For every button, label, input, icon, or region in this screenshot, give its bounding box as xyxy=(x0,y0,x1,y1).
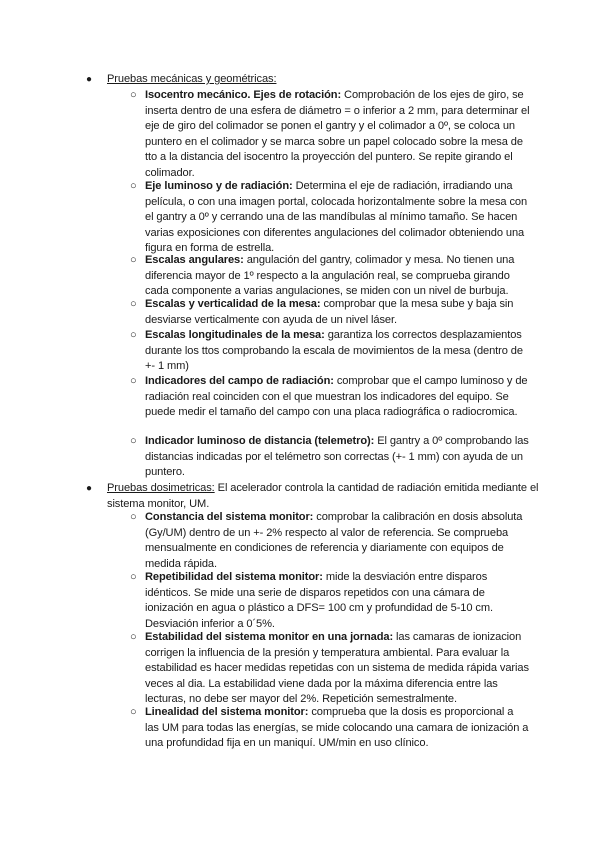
list-item-text xyxy=(145,88,530,182)
section-heading: Pruebas mecánicas y geométricas: xyxy=(107,73,277,85)
item-title: Escalas angulares: xyxy=(145,254,244,266)
item-body: comprobar que el campo luminoso y de radiación real coinciden con el que muestran los indicadores del equipo. Se puede medir el tamaño del campo con una placa radiográfica o radiocromica. xyxy=(145,375,528,419)
item-title: Linealidad del sistema monitor: xyxy=(145,706,309,718)
item-title: Constancia del sistema monitor: xyxy=(145,511,314,523)
list-item-text xyxy=(145,253,530,300)
list-item-text xyxy=(145,630,530,708)
item-title: Eje luminoso y de radiación: xyxy=(145,180,293,192)
item-title: Isocentro mecánico. Ejes de rotación: xyxy=(145,89,342,101)
bullet-circle-icon: ○ xyxy=(130,375,137,387)
bullet-circle-icon: ○ xyxy=(130,180,137,192)
bullet-disc-icon: ● xyxy=(86,483,93,494)
list-item-text xyxy=(145,328,530,375)
list-item-text xyxy=(145,179,530,257)
item-body: mide la desviación entre disparos idénticos. Se mide una serie de disparos repetidos con una cámara de ionización en agua o plástico a DFS= 100 cm y profundidad de 5-10 cm. Desviación inferior a 0´5%. xyxy=(145,571,494,630)
item-body: comprueba que la dosis es proporcional a las UM para todas las energías, se mide colocando una camara de ionización a una profundidad fija en un maniquí. UM/min en uso clínico. xyxy=(145,706,529,750)
bullet-circle-icon: ○ xyxy=(130,89,137,101)
bullet-circle-icon: ○ xyxy=(130,254,137,266)
list-item-text xyxy=(145,297,530,328)
bullet-circle-icon: ○ xyxy=(130,511,137,523)
item-title: Indicadores del campo de radiación: xyxy=(145,375,334,387)
section-heading: Pruebas dosimetricas: xyxy=(107,482,215,494)
item-title: Escalas longitudinales de la mesa: xyxy=(145,329,325,341)
item-body: las camaras de ionizacion corrigen la influencia de la presión y temperatura ambiental. Para evaluar la estabilidad es hacer medidas repetidas con un sistema de medida rápida varias veces al dia. La estabilidad viene dada por la máxima diferencia entre las lecturas, no debe ser mayor del 2%. Repetición semestralmente. xyxy=(145,631,529,706)
list-item-text xyxy=(145,434,530,481)
item-title: Escalas y verticalidad de la mesa: xyxy=(145,298,321,310)
item-title: Indicador luminoso de distancia (telemetro): xyxy=(145,435,375,447)
list-item-text xyxy=(145,705,530,752)
item-body: comprobar que la mesa sube y baja sin desviarse verticalmente con ayuda de un nivel láser. xyxy=(145,298,514,326)
list-item-text xyxy=(145,510,530,572)
bullet-circle-icon: ○ xyxy=(130,571,137,583)
bullet-circle-icon: ○ xyxy=(130,706,137,718)
item-body: El gantry a 0º comprobando las distancias indicadas por el telémetro son correctas (+- 1 mm) con ayuda de un puntero. xyxy=(145,435,529,479)
item-body: angulación del gantry, colimador y mesa. No tienen una diferencia mayor de 1º respecto a la angulación real, se comprueba girando cada componente a varias angulaciones, se miden con un nivel de burbuja. xyxy=(145,254,515,298)
list-item-text xyxy=(145,374,530,421)
bullet-circle-icon: ○ xyxy=(130,435,137,447)
bullet-circle-icon: ○ xyxy=(130,298,137,310)
item-title: Estabilidad del sistema monitor en una jornada: xyxy=(145,631,394,643)
bullet-circle-icon: ○ xyxy=(130,329,137,341)
item-body: comprobar la calibración en dosis absoluta (Gy/UM) dentro de un +- 2% respecto al valor de referencia. Se comprueba mensualmente en condiciones de referencia y diariamente con equipos de medida rápida. xyxy=(145,511,523,570)
section-intro: El acelerador controla la cantidad de radiación emitida mediante el sistema monitor, UM. xyxy=(107,482,539,510)
bullet-circle-icon: ○ xyxy=(130,631,137,643)
item-body: garantiza los correctos desplazamientos durante los ttos comprobando la escala de movimientos de la mesa (dentro de +- 1 mm) xyxy=(145,329,523,373)
item-body: Comprobación de los ejes de giro, se inserta dentro de una esfera de diámetro = o inferior a 2 mm, para determinar el eje de giro del colimador se ponen el gantry y el colimador a 0º, se coloca un puntero en el colimador y se marca sobre un papel colocado sobre la mesa de tto a la distancia del isocentro la proyección del puntero. Se repite girando el colimador. xyxy=(145,89,530,179)
item-title: Repetibilidad del sistema monitor: xyxy=(145,571,323,583)
section-heading-line xyxy=(107,481,547,512)
item-body: Determina el eje de radiación, irradiando una película, o con una imagen portal, colocada horizontalmente sobre la mesa con el gantry a 0º y cerrando una de las mandíbulas al mínimo tamaño. Se hacen varias exposiciones con diferentes angulaciones del colimador obteniendo una figura en forma de estrella. xyxy=(145,180,528,255)
list-item-text xyxy=(145,570,530,632)
bullet-disc-icon: ● xyxy=(86,74,93,85)
